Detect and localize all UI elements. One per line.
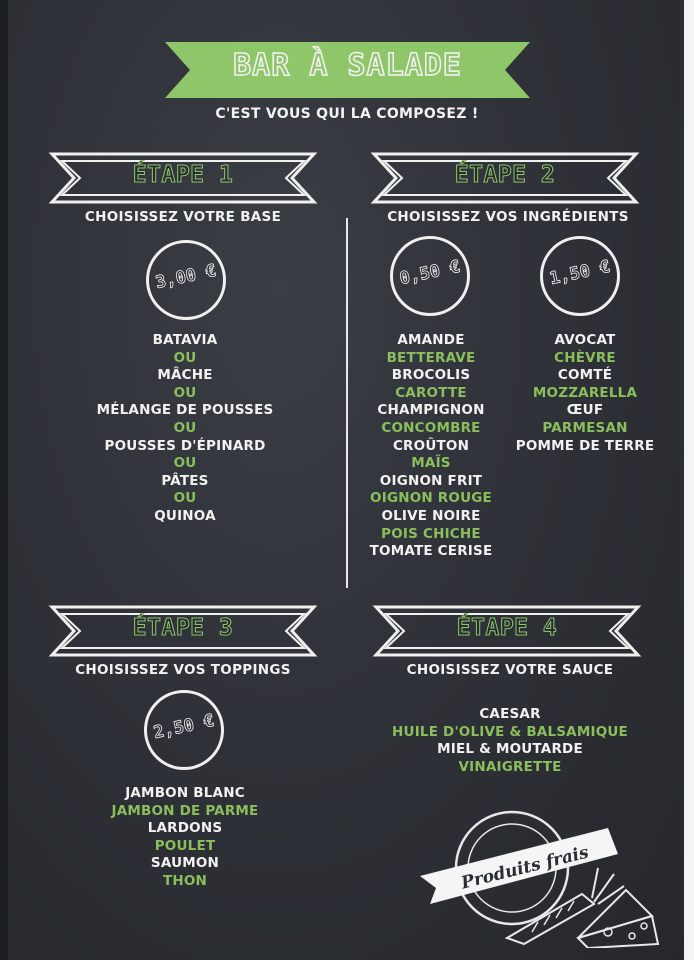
- step2-list-b: [510, 332, 660, 455]
- step4-heading: CHOISISSEZ VOTRE SAUCE: [406, 662, 614, 678]
- step3-price: 2,50 €: [151, 710, 217, 744]
- menu-item: ŒUF: [566, 402, 604, 419]
- menu-item: BETTERAVE: [386, 349, 476, 366]
- menu-item: VINAIGRETTE: [458, 758, 562, 775]
- step4-label: ÉTAPE 4: [456, 615, 558, 641]
- menu-item: OU: [173, 455, 197, 472]
- step2-label: ÉTAPE 2: [454, 162, 556, 188]
- menu-item: OU: [173, 384, 197, 401]
- menu-item: POUSSES D'ÉPINARD: [104, 437, 266, 454]
- menu-item: JAMBON BLANC: [125, 785, 245, 801]
- menu-item: OIGNON FRIT: [379, 472, 483, 489]
- menu-item: BROCOLIS: [391, 367, 471, 384]
- menu-item: BATAVIA: [152, 332, 218, 348]
- menu-item: TOMATE CERISE: [369, 543, 493, 560]
- page-subtitle: C'EST VOUS QUI LA COMPOSEZ !: [215, 106, 479, 122]
- column-divider: [346, 218, 348, 588]
- menu-item: AVOCAT: [554, 332, 616, 348]
- left-edge: [0, 0, 8, 960]
- menu-item: OU: [173, 349, 197, 366]
- menu-item: CROÛTON: [392, 437, 470, 454]
- step1-heading: CHOISISSEZ VOTRE BASE: [84, 209, 282, 225]
- menu-item: AMANDE: [397, 332, 465, 348]
- menu-item: OLIVE NOIRE: [381, 507, 481, 524]
- menu-item: OU: [173, 490, 197, 507]
- menu-item: CAROTTE: [395, 384, 467, 401]
- menu-item: SAUMON: [150, 855, 220, 872]
- menu-item: LARDONS: [147, 820, 223, 837]
- right-edge: [684, 0, 694, 960]
- menu-item: JAMBON DE PARME: [111, 802, 259, 819]
- step1-list: [80, 332, 290, 526]
- menu-item: CHÈVRE: [554, 349, 616, 366]
- menu-item: CONCOMBRE: [381, 419, 481, 436]
- menu-item: POIS CHICHE: [381, 525, 481, 542]
- page-title: BAR À SALADE: [233, 48, 462, 83]
- menu-item: PARMESAN: [542, 419, 628, 436]
- step1-price: 3,00 €: [153, 260, 219, 294]
- step3-label: ÉTAPE 3: [132, 615, 234, 641]
- menu-item: MÉLANGE DE POUSSES: [96, 402, 274, 419]
- menu-item: MOZZARELLA: [532, 384, 638, 401]
- menu-item: THON: [162, 872, 208, 889]
- step3-list: [80, 785, 290, 891]
- stamp-label: Produits frais: [459, 842, 591, 894]
- step2-price-b: 1,50 €: [547, 256, 613, 290]
- step1-price-circle: [146, 240, 226, 320]
- menu-item: POULET: [154, 837, 216, 854]
- menu-item: MÂCHE: [157, 367, 213, 384]
- menu-item: MIEL & MOUTARDE: [437, 741, 583, 758]
- menu-item: PÂTES: [161, 472, 209, 489]
- step2-heading: CHOISISSEZ VOS INGRÉDIENTS: [387, 209, 629, 225]
- menu-item: OIGNON ROUGE: [370, 490, 492, 507]
- menu-item: OU: [173, 419, 197, 436]
- menu-item: CAESAR: [479, 706, 541, 722]
- step1-label: ÉTAPE 1: [132, 162, 234, 188]
- step2-price-a: 0,50 €: [397, 256, 463, 290]
- menu-item: CHAMPIGNON: [377, 402, 485, 419]
- menu-item: COMTÉ: [557, 367, 613, 384]
- menu-item: POMME DE TERRE: [515, 437, 655, 454]
- step3-price-circle: [144, 690, 224, 770]
- menu-item: HUILE D'OLIVE & BALSAMIQUE: [392, 723, 628, 740]
- cheese-icon: [578, 916, 658, 948]
- step2-price-circle-b: [540, 236, 620, 316]
- menu-item: QUINOA: [154, 507, 216, 524]
- step2-list-a: [356, 332, 506, 561]
- menu-item: MAÏS: [411, 455, 451, 472]
- step3-heading: CHOISISSEZ VOS TOPPINGS: [75, 662, 291, 678]
- step4-list: [372, 706, 648, 776]
- step2-price-circle-a: [390, 236, 470, 316]
